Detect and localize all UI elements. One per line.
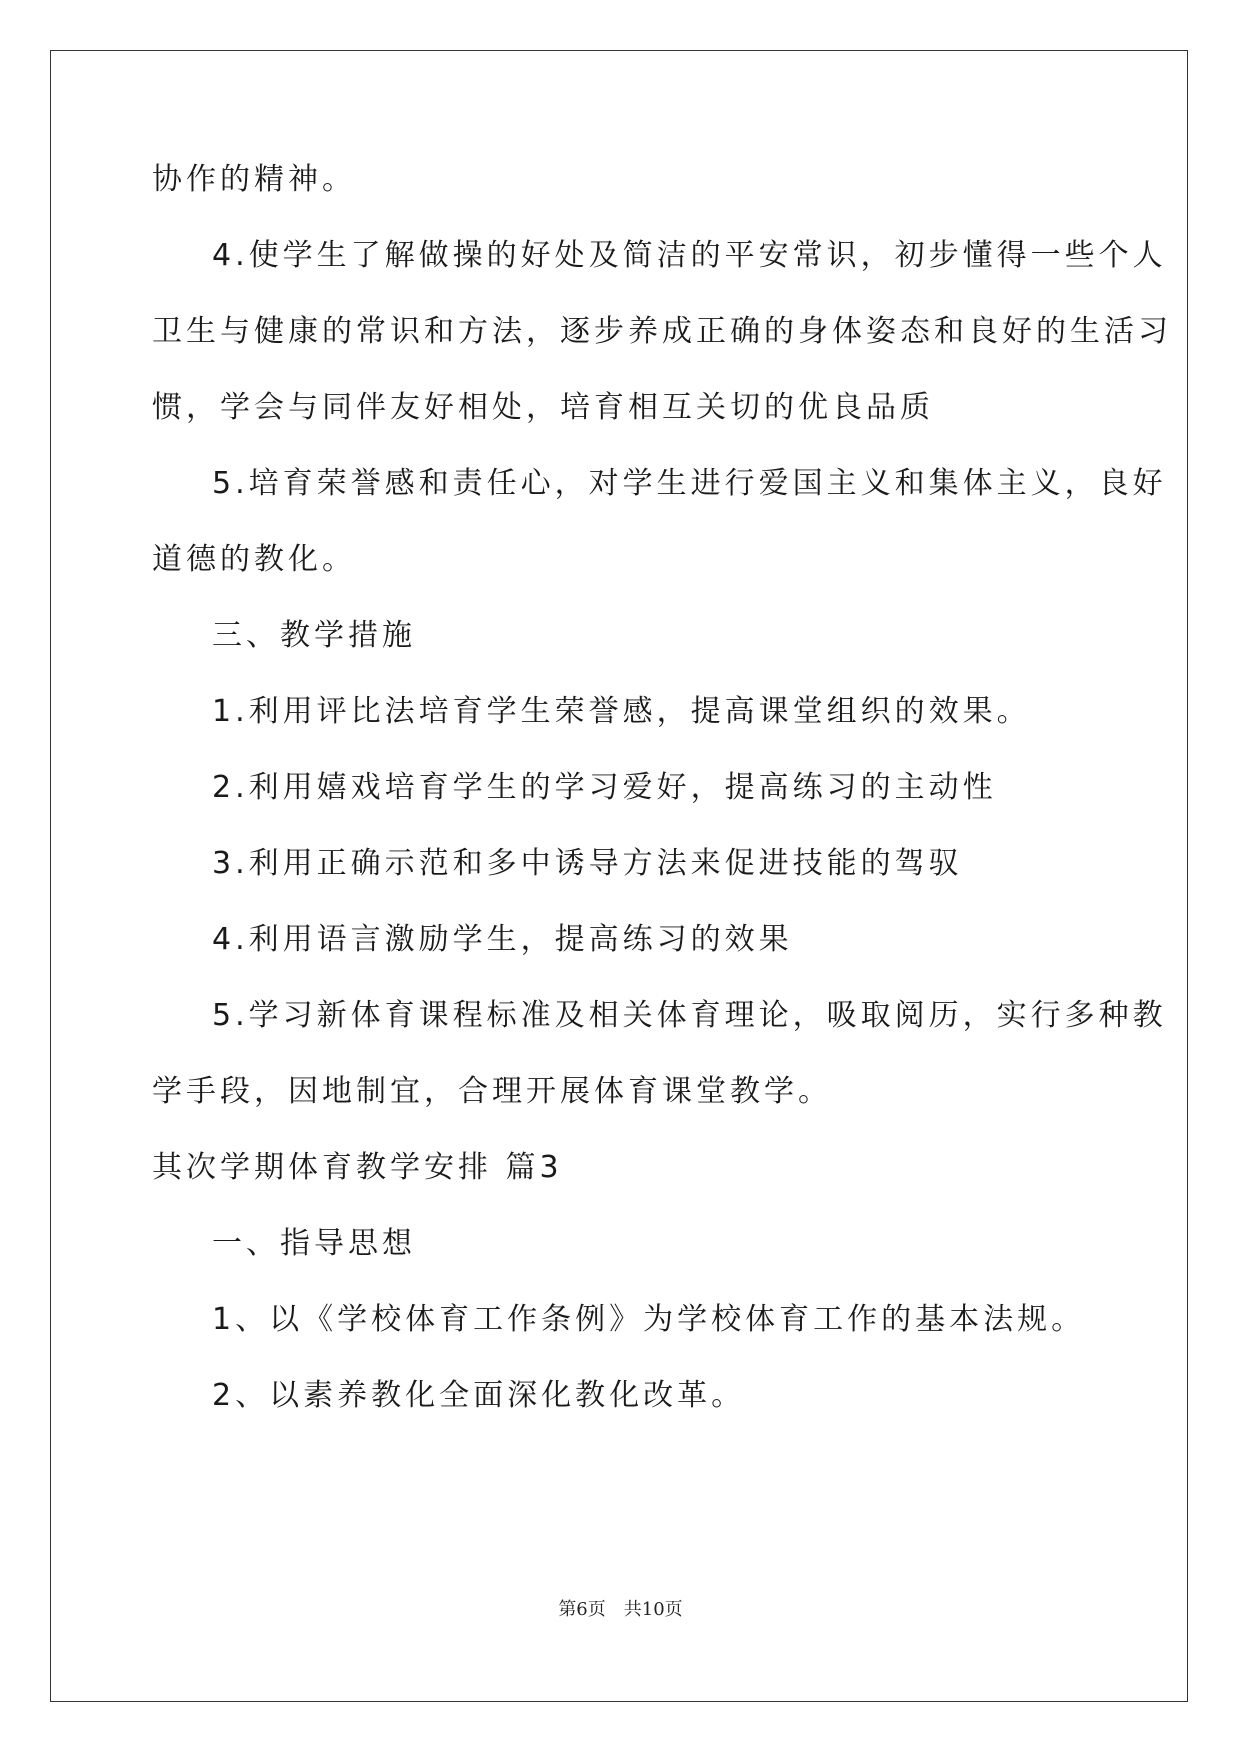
list-item: 2.利用嬉戏培育学生的学习爱好，提高练习的主动性 xyxy=(212,770,997,805)
paragraph-line: 卫生与健康的常识和方法，逐步养成正确的身体姿态和良好的生活习 xyxy=(152,314,1172,349)
list-item: 2、以素养教化全面深化教化改革。 xyxy=(212,1378,746,1413)
page-footer xyxy=(0,1598,1241,1622)
section-heading: 一、指导思想 xyxy=(212,1226,416,1261)
list-item: 1.利用评比法培育学生荣誉感，提高课堂组织的效果。 xyxy=(212,694,1031,729)
section-heading: 三、教学措施 xyxy=(212,618,416,653)
list-item: 1、以《学校体育工作条例》为学校体育工作的基本法规。 xyxy=(212,1302,1086,1337)
list-item: 5.学习新体育课程标准及相关体育理论，吸取阅历，实行多种教 xyxy=(212,998,1167,1033)
list-item: 4.利用语言激励学生，提高练习的效果 xyxy=(212,922,793,957)
paragraph-line: 协作的精神。 xyxy=(152,162,356,197)
paragraph-line: 4.使学生了解做操的好处及简洁的平安常识，初步懂得一些个人 xyxy=(212,238,1167,273)
list-item: 3.利用正确示范和多中诱导方法来促进技能的驾驭 xyxy=(212,846,963,881)
paragraph-line: 学手段，因地制宜，合理开展体育课堂教学。 xyxy=(152,1074,832,1109)
paragraph-line: 惯，学会与同伴友好相处，培育相互关切的优良品质 xyxy=(152,390,934,425)
total-pages: 共10页 xyxy=(623,1599,683,1620)
current-page: 第6页 xyxy=(558,1599,606,1620)
paragraph-line: 5.培育荣誉感和责任心，对学生进行爱国主义和集体主义，良好 xyxy=(212,466,1167,501)
paragraph-line: 道德的教化。 xyxy=(152,542,356,577)
article-title: 其次学期体育教学安排 篇3 xyxy=(152,1150,563,1185)
